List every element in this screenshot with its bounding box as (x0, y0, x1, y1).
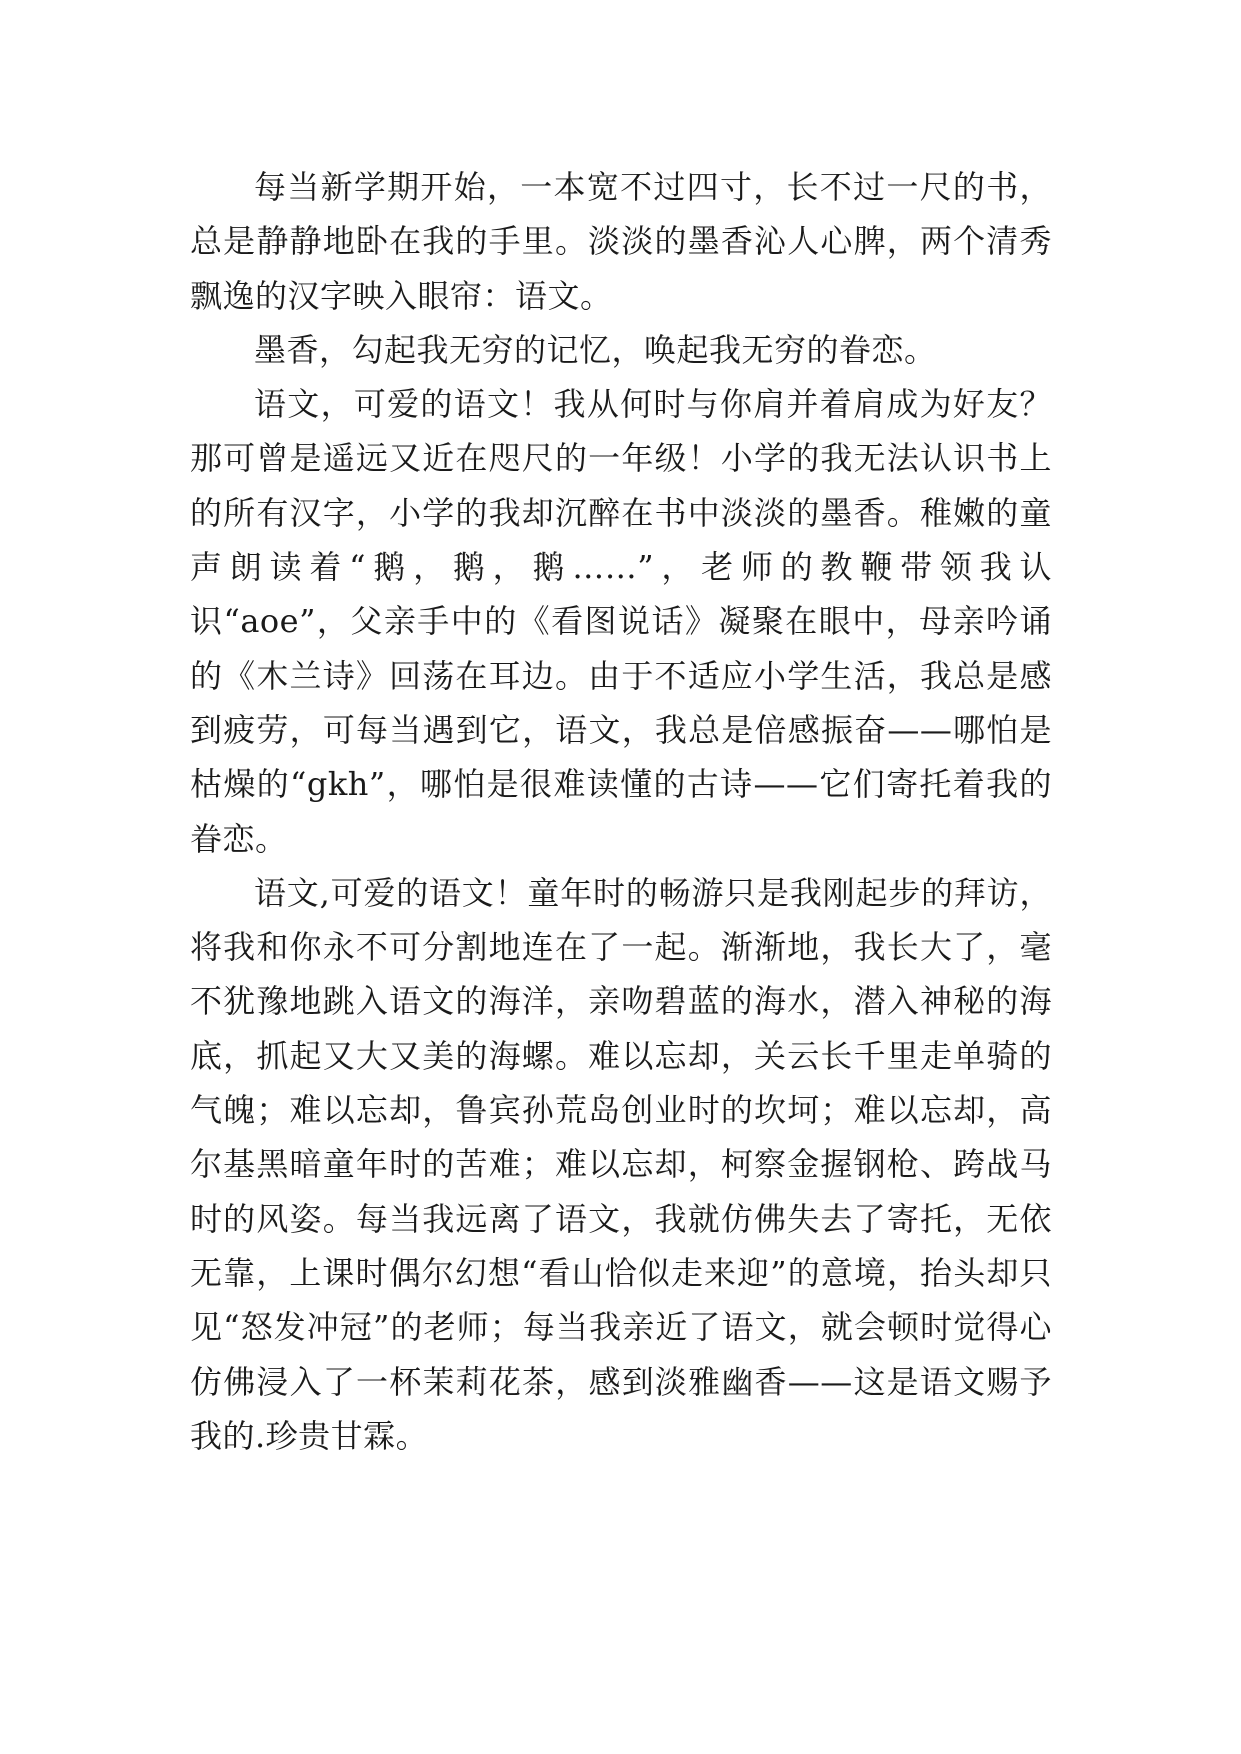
paragraph-growing-up: 语文,可爱的语文！童年时的畅游只是我刚起步的拜访，将我和你永不可分割地连在了一起。渐渐地，我长大了，毫不犹豫地跳入语文的海洋，亲吻碧蓝的海水，潜入神秘的海底，抓起又大又美的海螺。难以忘却，关云长千里走单骑的气魄；难以忘却，鲁宾孙荒岛创业时的坎坷；难以忘却，高尔基黑暗童年时的苦难；难以忘却，柯察金握钢枪、跨战马时的风姿。每当我远离了语文，我就仿佛失去了寄托，无依无靠，上课时偶尔幻想“看山恰似走来迎”的意境，抬头却只见“怒发冲冠”的老师；每当我亲近了语文，就会顿时觉得心仿佛浸入了一杯茉莉花茶，感到淡雅幽香——这是语文赐予我的.珍贵甘霖。 (190, 873, 1052, 1455)
paragraph-first-grade: 语文，可爱的语文！我从何时与你肩并着肩成为好友？那可曾是遥远又近在咫尺的一年级！小学的我无法认识书上的所有汉字，小学的我却沉醉在书中淡淡的墨香。稚嫩的童声朗读着“鹅，鹅，鹅……”，老师的教鞭带领我认识“aoe”，父亲手中的《看图说话》凝聚在眼中，母亲吟诵的《木兰诗》回荡在耳边。由于不适应小学生活，我总是感到疲劳，可每当遇到它，语文，我总是倍感振奋——哪怕是枯燥的“gkh”，哪怕是很难读懂的古诗——它们寄托着我的眷恋。 (190, 385, 1052, 858)
paragraph-opening: 每当新学期开始，一本宽不过四寸，长不过一尺的书，总是静静地卧在我的手里。淡淡的墨香沁人心脾，两个清秀飘逸的汉字映入眼帘：语文。 (190, 168, 1052, 315)
document-body (190, 160, 1052, 1463)
paragraph-ink-fragrance: 墨香，勾起我无穷的记忆，唤起我无穷的眷恋。 (254, 330, 937, 369)
